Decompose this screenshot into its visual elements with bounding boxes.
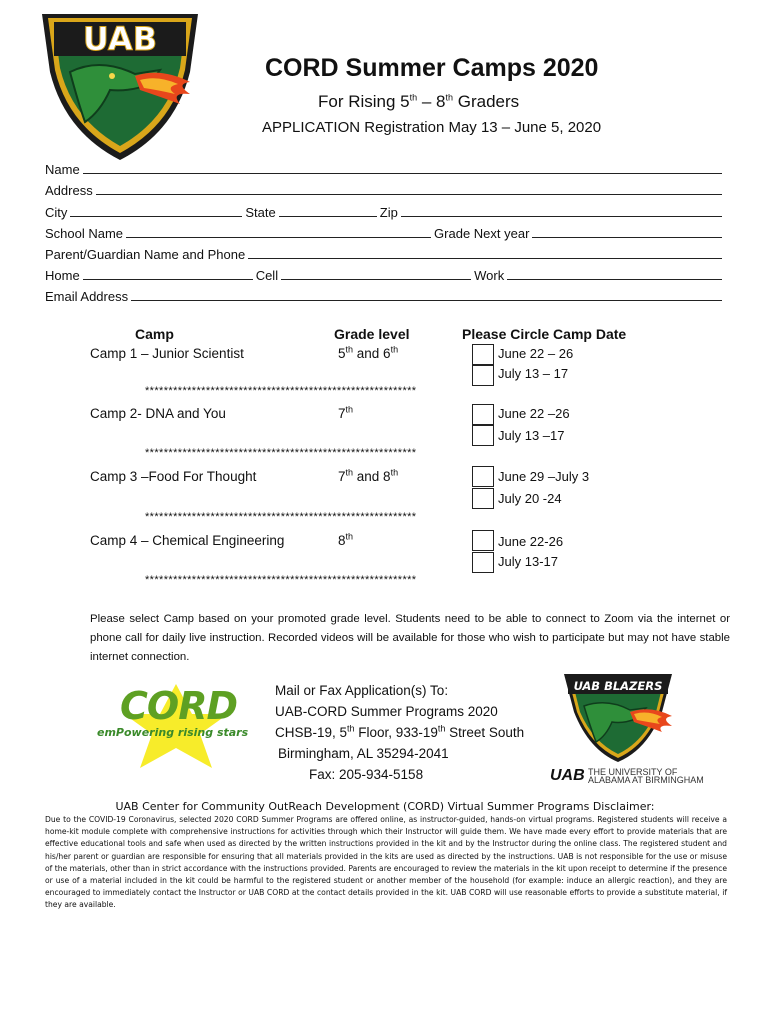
cord-logo-tagline: emPowering rising stars [97,726,249,739]
city-label: City [45,204,68,220]
mail-fax: Fax: 205-934-5158 [309,767,424,782]
parent-row [45,241,725,262]
camp-3-name: Camp 3 –Food For Thought [90,469,257,484]
uab-blazers-logo [562,672,674,764]
camp-1-date-1-checkbox[interactable] [472,344,494,365]
camp-1-date-2-checkbox[interactable] [472,365,494,386]
city-field[interactable] [70,204,242,217]
camp-4-date-2-checkbox[interactable] [472,552,494,573]
date-column-header: Please Circle Camp Date [462,326,627,342]
separator-4: ********************************************************** [145,574,417,586]
home-label: Home [45,268,80,284]
name-label: Name [45,162,80,178]
application-form [45,156,725,304]
zip-field[interactable] [401,204,722,217]
camp-4-date-1: June 22-26 [498,534,564,549]
uab-logo-text: UAB [82,20,158,58]
school-label: School Name [45,225,124,241]
separator-3: ********************************************************** [145,511,417,523]
camp-4-grade: 8th [338,531,354,548]
separator-1: ********************************************************** [145,385,417,397]
uab-dragon-logo [40,12,200,162]
camp-4-date-2: July 13-17 [498,554,558,569]
mail-line-3: CHSB-19, 5th Floor, 933-19th Street South [275,723,525,740]
email-label: Email Address [45,289,129,305]
camp-3-date-1-checkbox[interactable] [472,466,494,487]
subtitle: For Rising 5th – 8th Graders [318,92,520,111]
camp-4-name: Camp 4 – Chemical Engineering [90,533,285,548]
grade-next-field[interactable] [532,225,722,238]
parent-field[interactable] [248,246,722,259]
disclaimer-body: Due to the COVID-19 Coronavirus, selected 2020 CORD Summer Programs are offered online, as instructor-guided, hands-on virtual programs. Registered students will receive a home-kit module complete with comprehensive instructions for activities through which their Instructor will guide them. We have made every effort to provide materials that are effective educational tools and safe when used as directed by the written instructions provided in the kit and by the Instructor during the online class. The registered student and his/her parent or guardian are responsible for ensuring that all materials provided in the kits are used as directed by the instructions. UAB is not responsible for the use or misuse of the materials, other than in strict accordance with the instructions provided. Parents are encouraged to review the materials in the kit upon receipt to determine if the presence or use of a material included in the kit could be harmful to the registered student or another member of the household (for example: induce an allergic reaction), and they are encouraged to immediately contact the Instructor or UAB CORD at the contact details provided in the kit. UAB CORD will use reasonable efforts to provide a substitute material, if they are available. [45,815,727,910]
cord-logo-text: CORD [120,684,237,728]
address-row [45,177,725,198]
uab-signature-line-1: THE UNIVERSITY OF [588,767,678,777]
camp-2-date-1: June 22 –26 [498,406,570,421]
school-row [45,220,725,241]
mail-line-4: Birmingham, AL 35294-2041 [278,746,449,761]
uab-signature-line-2: ALABAMA AT BIRMINGHAM [588,775,704,785]
registration-dates: APPLICATION Registration May 13 – June 5, 2020 [262,119,602,136]
camp-4-date-1-checkbox[interactable] [472,530,494,551]
camp-1-date-1: June 22 – 26 [498,346,574,361]
name-field[interactable] [83,161,722,174]
separator-2: ********************************************************** [145,447,417,459]
camp-3-date-1: June 29 –July 3 [498,469,590,484]
state-label: State [245,204,276,220]
address-label: Address [45,183,93,199]
cell-label: Cell [255,268,279,284]
grade-column-header: Grade level [334,326,410,342]
camp-2-date-2-checkbox[interactable] [472,425,494,446]
uab-signature-mark: UAB [550,767,585,784]
cell-phone-field[interactable] [281,267,471,280]
city-row [45,198,725,219]
camp-2-name: Camp 2- DNA and You [90,406,226,421]
name-row [45,156,725,177]
work-label: Work [474,268,505,284]
camp-2-date-1-checkbox[interactable] [472,404,494,425]
zip-label: Zip [379,204,398,220]
camp-1-date-2: July 13 – 17 [498,366,569,381]
camp-3-grade: 7th and 8th [338,467,399,484]
home-phone-field[interactable] [83,267,253,280]
school-field[interactable] [126,225,431,238]
camp-3-date-2-checkbox[interactable] [472,488,494,509]
instruction-note: Please select Camp based on your promoted grade level. Students need to be able to connect to Zoom via the internet or phone call for daily live instruction. Recorded videos will be available for those who wish to participate but may not have stable internet connection. [90,613,730,663]
phone-row [45,262,725,283]
parent-label: Parent/Guardian Name and Phone [45,246,246,262]
mail-line-1: Mail or Fax Application(s) To: [275,683,449,698]
camp-3-date-2: July 20 -24 [498,491,562,506]
email-field[interactable] [131,288,722,301]
blazers-logo-text: UAB BLAZERS [573,679,663,693]
mail-line-2: UAB-CORD Summer Programs 2020 [275,704,498,719]
grade-next-label: Grade Next year [434,225,530,241]
page-title: CORD Summer Camps 2020 [265,54,599,82]
work-phone-field[interactable] [507,267,722,280]
camp-1-name: Camp 1 – Junior Scientist [90,346,244,361]
mailing-info [275,680,524,785]
disclaimer-title: UAB Center for Community OutReach Development (CORD) Virtual Summer Programs Disclaimer: [115,800,655,813]
camp-1-grade: 5th and 6th [338,344,399,361]
state-field[interactable] [279,204,377,217]
camp-2-date-2: July 13 –17 [498,428,565,443]
address-field[interactable] [96,182,722,195]
camp-column-header: Camp [135,326,174,342]
email-row [45,283,725,304]
camp-2-grade: 7th [338,404,354,421]
